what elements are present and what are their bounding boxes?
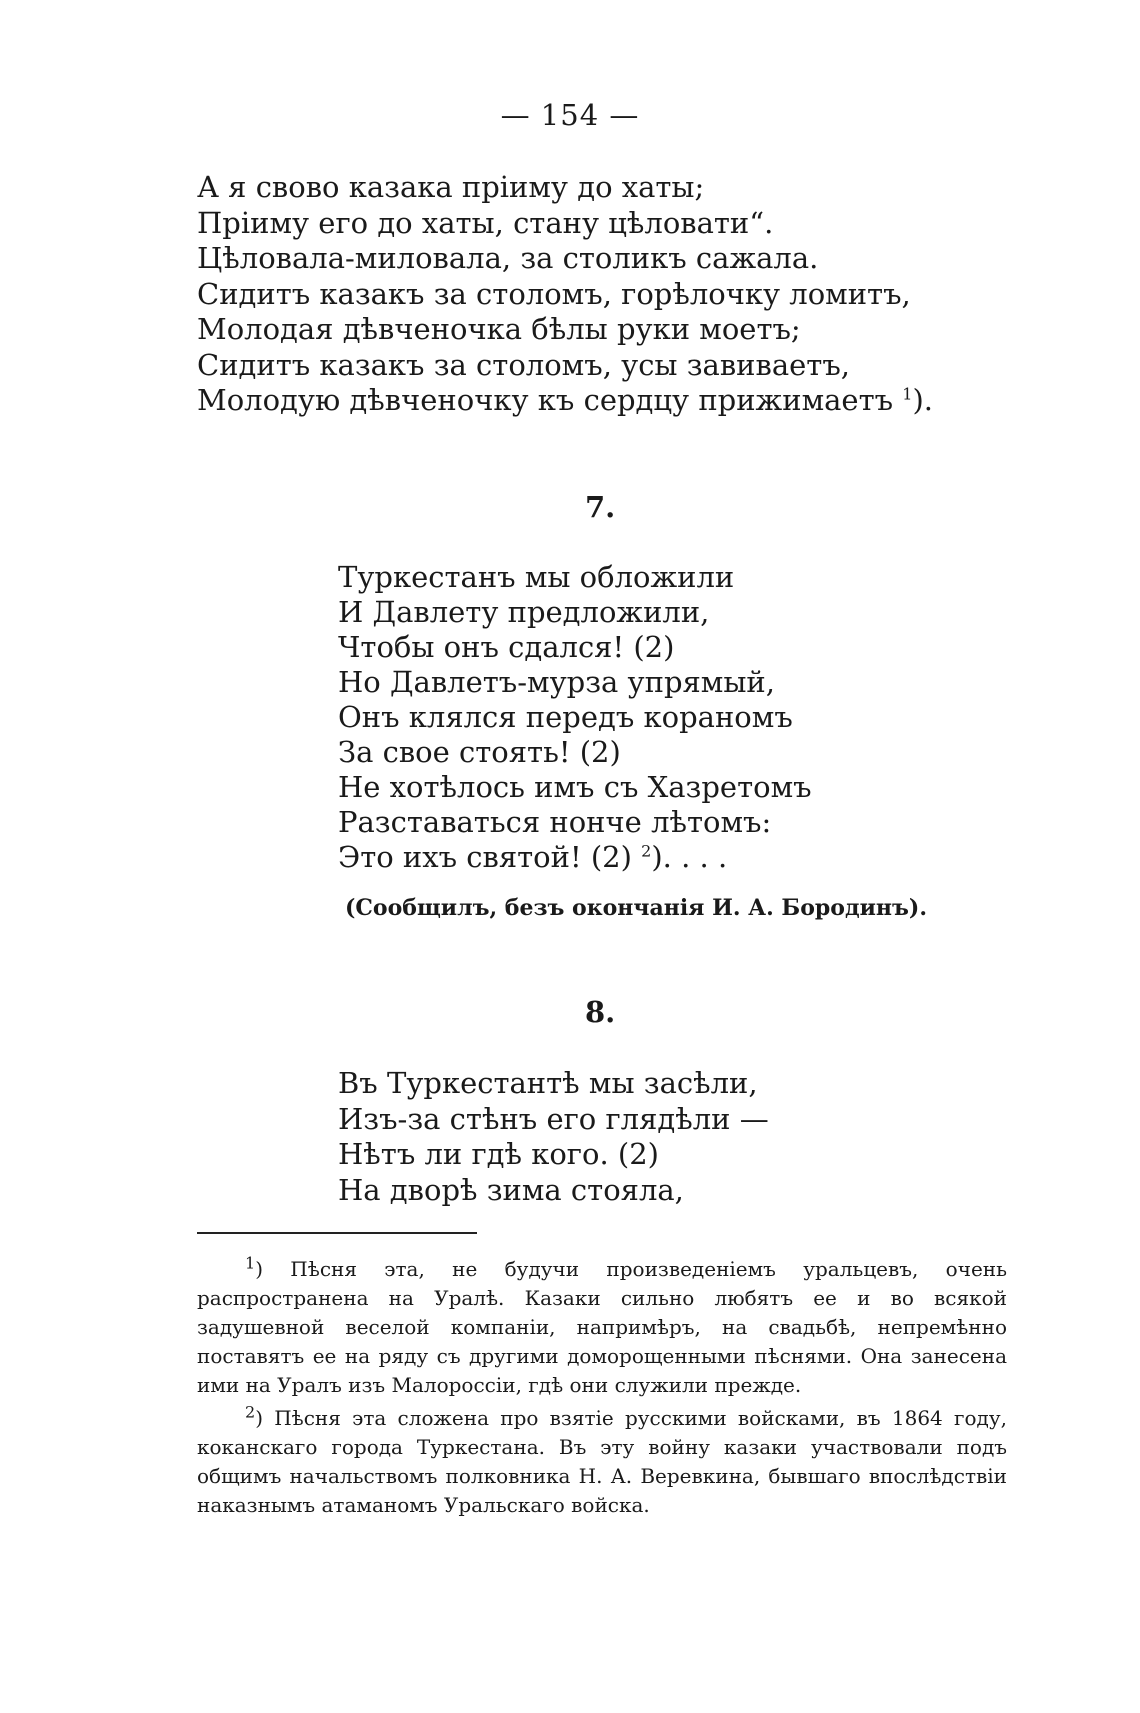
footnote-reference: 1 [902,384,913,404]
verse-line: Не хотѣлось имъ съ Хазретомъ [338,770,812,804]
song-8-stanza [338,1066,769,1208]
footnote-2 [197,1404,1007,1520]
verse-line-end: ). . . . [651,840,728,874]
verse-line: Туркестанъ мы обложили [338,560,735,594]
page-number: — 154 — [500,98,640,132]
footnote-mark: 1 [245,1253,256,1273]
footnote-divider [197,1232,477,1234]
verse-line: На дворѣ зима стояла, [338,1172,684,1207]
verse-line: Сидитъ казакъ за столомъ, горѣлочку ломитъ, [197,276,911,311]
song-attribution: (Сообщилъ, безъ окончанія И. А. Бородинъ). [345,895,927,921]
verse-line: Чтобы онъ сдался! (2) [338,630,675,664]
song-number-7: 7. [585,490,616,524]
verse-line: И Давлету предложили, [338,595,710,629]
verse-line: Цѣловала-миловала, за столикъ сажала. [197,241,819,275]
footnote-text: ) Пѣсня эта сложена про взятіе русскими войсками, въ 1864 году, коканскаго города Туркестана. Въ эту войну казаки участвовали подъ общимъ начальствомъ полковника Н. А. Веревкина, бывшаго впослѣдствіи наказнымъ атаманомъ Уральскаго войска. [197,1406,1007,1517]
verse-line: Разставаться нонче лѣтомъ: [338,805,772,839]
footnote-mark: 2 [245,1402,256,1422]
footnote-1 [197,1255,1007,1400]
verse-line: А я свово казака пріиму до хаты; [197,170,705,204]
verse-line: Молодая дѣвченочка бѣлы руки моетъ; [197,312,801,346]
verse-line-last [197,383,933,419]
verse-line: Сидитъ казакъ за столомъ, усы завиваетъ, [197,347,850,382]
verse-line-text: Молодую дѣвченочку къ сердцу прижимаетъ [197,383,894,417]
verse-line: Но Давлетъ-мурза упрямый, [338,665,775,699]
footnotes [197,1255,1007,1524]
verse-line: Пріиму его до хаты, стану цѣловати“. [197,205,774,240]
verse-line-text: Это ихъ святой! (2) [338,840,632,874]
song-7-stanza [338,560,812,875]
verse-line: Нѣтъ ли гдѣ кого. (2) [338,1137,659,1171]
verse-line-end: ). [912,383,934,417]
song-6-stanza [197,170,933,419]
footnote-text: ) Пѣсня эта, не будучи произведеніемъ уральцевъ, очень распространена на Уралѣ. Казаки сильно любятъ ее и во всякой задушевной веселой компаніи, напримѣръ, на свадьбѣ, непремѣнно поставятъ ее на ряду съ другими доморощенными пѣснями. Она занесена ими на Уралъ изъ Малороссіи, гдѣ они служили прежде. [197,1257,1007,1397]
footnote-reference: 2 [641,841,652,861]
song-number-8: 8. [585,995,616,1029]
verse-line: Въ Туркестантѣ мы засѣли, [338,1066,758,1100]
verse-line: За свое стоять! (2) [338,735,621,769]
verse-line: Онъ клялся передъ кораномъ [338,700,793,734]
verse-line-last [338,840,812,875]
verse-line: Изъ-за стѣнъ его глядѣли — [338,1101,769,1136]
